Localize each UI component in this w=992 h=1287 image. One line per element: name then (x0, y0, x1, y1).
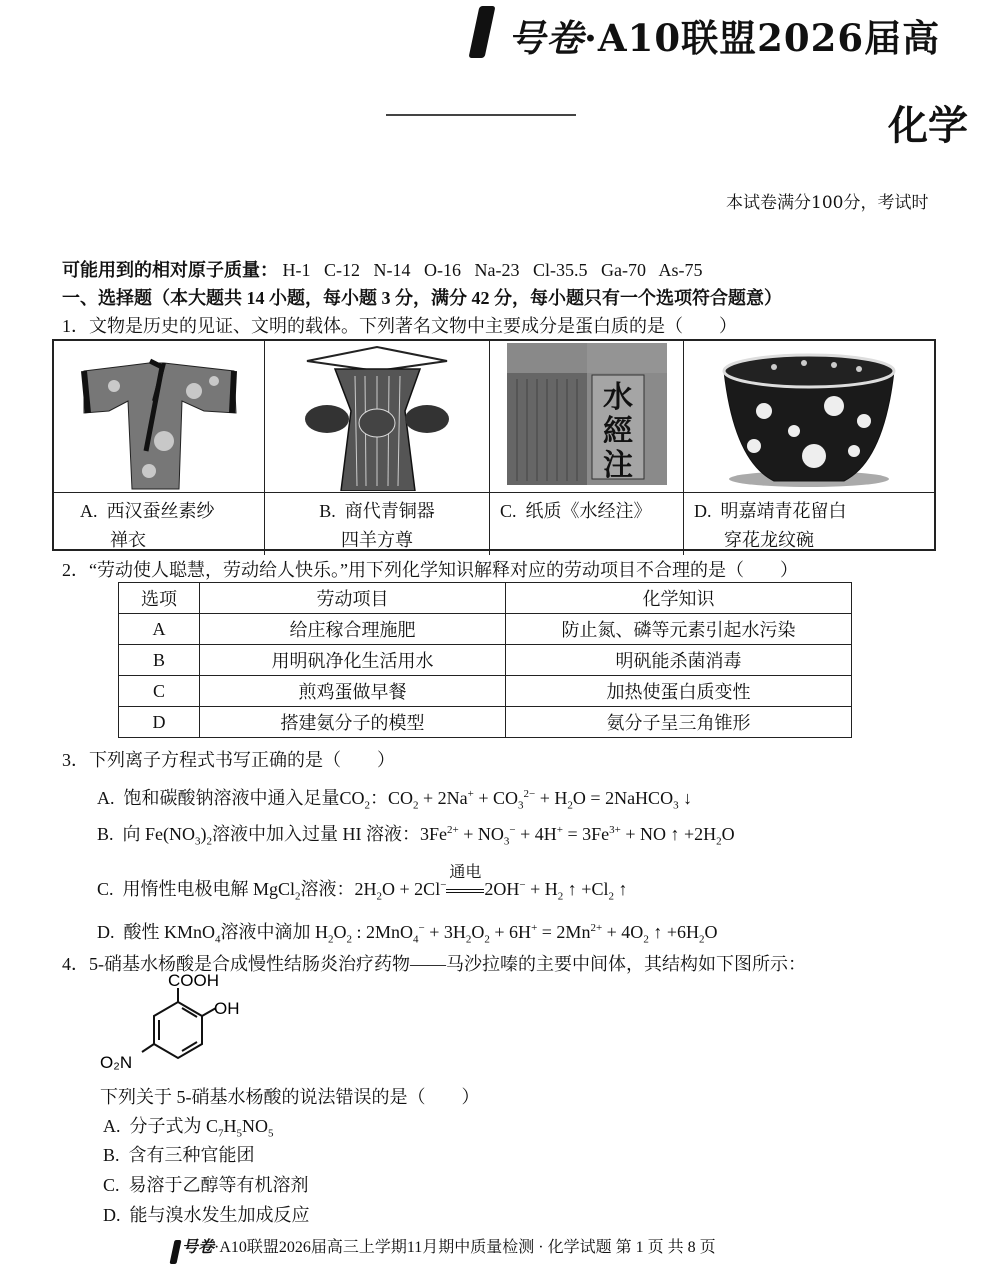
header-rule (386, 114, 576, 116)
formula: $C_7H_5NO_5$ (206, 1116, 274, 1140)
exam-title (508, 8, 940, 62)
q3-option-b (97, 820, 735, 846)
q4-question: 下列关于 5-硝基水杨酸的说法错误的是（ ） (100, 1087, 480, 1107)
label-no2: O₂N (100, 1053, 133, 1072)
q4-option-c (103, 1171, 309, 1197)
q3-option-d (97, 918, 717, 944)
formula: $Fe(NO_3)_2$ (145, 824, 213, 848)
option-letter: C. (97, 879, 114, 899)
option-letter: D. (97, 922, 115, 942)
header-chem: 化学知识 (506, 583, 852, 614)
table-row (119, 676, 852, 707)
mass-n: N-14 (373, 260, 411, 280)
option-b-caption (265, 493, 490, 555)
q1-stem: 1．文物是历史的见证、文明的载体。下列著名文物中主要成分是蛋白质的是（ ） (62, 316, 737, 336)
option-text: 酸性 (123, 922, 160, 942)
option-c-caption (490, 493, 684, 555)
option-text: 分子式为 (129, 1116, 206, 1136)
header-option: 选项 (119, 583, 200, 614)
q2-table (118, 582, 852, 738)
option-letter: C. (103, 1175, 120, 1195)
option-text: 易溶于乙醇等有机溶剂 (128, 1175, 309, 1195)
row-labor: 给庄稼合理施肥 (200, 614, 506, 645)
artifact-image-a (54, 341, 265, 493)
atomic-masses (62, 256, 703, 282)
label-cooh: COOH (168, 972, 219, 990)
formula: $CO_2$：$CO_2 + 2Na^+ + CO_3^{2-} + H_2O$ = 2NaHCO$_3$ ↓ (339, 788, 693, 812)
mass-h: H-1 (282, 260, 311, 280)
nitrosalicylic-acid-structure (98, 972, 258, 1077)
svg-text:水: 水 (603, 380, 633, 415)
reaction-condition: 通电 (449, 864, 482, 881)
row-labor: 用明矾净化生活用水 (200, 645, 506, 676)
option-letter: A. (103, 1116, 121, 1136)
section-title: 一、选择题（本大题共 14 小题，每小题 3 分，满分 42 分，每小题只有一个选项符合题意） (62, 288, 782, 308)
row-chem: 防止氮、磷等元素引起水污染 (506, 614, 852, 645)
artifact-image-d (684, 341, 934, 493)
q3-option-a (97, 784, 692, 810)
option-text: 商代青铜器 (344, 501, 435, 521)
formula: $2H_2O + 2Cl^-$ (354, 879, 447, 903)
bronze-vessel-icon (265, 341, 488, 491)
svg-text:注: 注 (603, 448, 633, 483)
atomic-masses-label: 可能用到的相对原子质量： (62, 260, 278, 280)
table-row (119, 707, 852, 738)
row-labor: 搭建氨分子的模型 (200, 707, 506, 738)
exam-info: 本试卷满分100分，考试时 (726, 193, 929, 213)
title-text: A10联盟2026届高 (597, 16, 941, 60)
option-text: 饱和碳酸钠溶液中通入足量 (123, 788, 340, 808)
formula: MgCl$_2$ (253, 879, 301, 903)
row-labor: 煎鸡蛋做早餐 (200, 676, 506, 707)
mass-o: O-16 (424, 260, 461, 280)
option-text: 溶液中滴加 (220, 922, 311, 942)
option-text: 含有三种官能团 (128, 1145, 255, 1165)
brand-logo-bar (468, 6, 495, 58)
option-letter: A. (80, 501, 98, 521)
footer-brand: 号卷 (182, 1237, 215, 1256)
option-text-line2: 穿花龙纹碗 (724, 530, 814, 550)
artifact-image-c (490, 341, 684, 493)
option-letter: D. (103, 1205, 121, 1225)
row-option: B (119, 645, 200, 676)
option-text: 能与溴水发生加成反应 (129, 1205, 310, 1225)
q4-option-d (103, 1201, 310, 1227)
option-text: 用惰性电极电解 (122, 879, 249, 899)
option-d-caption (684, 493, 934, 555)
svg-text:經: 經 (603, 414, 633, 449)
silk-robe-icon (54, 341, 263, 491)
option-letter: B. (97, 824, 114, 844)
option-text: 溶液： (300, 879, 355, 899)
paper-book-icon (490, 341, 682, 491)
mass-ga: Ga-70 (601, 260, 646, 280)
brand-name: 号卷 (508, 17, 584, 60)
mass-cl: Cl-35.5 (532, 260, 588, 280)
option-text: 西汉蚕丝素纱 (106, 501, 215, 521)
mass-c: C-12 (324, 260, 360, 280)
atomic-masses-values (283, 260, 703, 280)
q2-stem: 2．“劳动使人聪慧，劳动给人快乐。”用下列化学知识解释对应的劳动项目不合理的是（ ） (62, 560, 798, 580)
mass-na: Na-23 (474, 260, 520, 280)
q4-option-a (103, 1112, 274, 1138)
formula: KMnO$_4$ (164, 922, 221, 946)
option-text: 纸质《水经注》 (525, 501, 652, 521)
title-separator: · (584, 16, 598, 60)
q1-artifact-table (52, 339, 936, 551)
row-option: D (119, 707, 200, 738)
header-labor: 劳动项目 (200, 583, 506, 614)
q3-stem: 3．下列离子方程式书写正确的是（ ） (62, 750, 395, 770)
option-letter: D. (694, 501, 712, 521)
option-text-line2: 四羊方尊 (341, 530, 413, 550)
q4-option-b (103, 1141, 255, 1167)
formula: $2OH^- + H_2$ ↑ $+Cl_2$ ↑ (484, 879, 628, 903)
option-text-line2: 禅衣 (110, 530, 146, 550)
option-letter: A. (97, 788, 115, 808)
mass-as: As-75 (658, 260, 703, 280)
row-option: C (119, 676, 200, 707)
row-chem: 加热使蛋白质变性 (506, 676, 852, 707)
label-oh: OH (214, 999, 240, 1018)
q3-option-c (97, 864, 628, 903)
row-chem: 明矾能杀菌消毒 (506, 645, 852, 676)
electrolysis-equals (446, 864, 484, 900)
formula: $H_2O_2$ : $2MnO_4^- + 3H_2O_2 + 6H^+ = 2Mn^{2+} + 4O_2$ ↑ $+6H_2O$ (310, 922, 718, 946)
row-chem: 氨分子呈三角锥形 (506, 707, 852, 738)
page-footer (170, 1234, 716, 1257)
subject-title: 化学 (888, 103, 968, 149)
option-text: 明嘉靖青花留白 (720, 501, 847, 521)
option-text: 溶液中加入过量 HI 溶液： (212, 824, 421, 844)
footer-text: ·A10联盟2026届高三上学期11月期中质量检测 · 化学试题 第 1 页 共 8 页 (214, 1239, 716, 1256)
formula: $3Fe^{2+} + NO_3^- + 4H^+ = 3Fe^{3+}$ + NO ↑ $+2H_2O$ (420, 824, 735, 848)
row-option: A (119, 614, 200, 645)
q4-stem: 4．5-硝基水杨酸是合成慢性结肠炎治疗药物——马沙拉嗪的主要中间体，其结构如下图所示： (62, 954, 806, 974)
option-letter: B. (103, 1145, 120, 1165)
porcelain-bowl-icon (684, 341, 934, 491)
artifact-image-b (265, 341, 490, 493)
option-letter: B. (319, 501, 336, 521)
table-row (119, 645, 852, 676)
option-letter: C. (500, 501, 517, 521)
option-a-caption (54, 493, 265, 555)
option-text: 向 (122, 824, 141, 844)
table-row (119, 614, 852, 645)
table-header-row (119, 583, 852, 614)
